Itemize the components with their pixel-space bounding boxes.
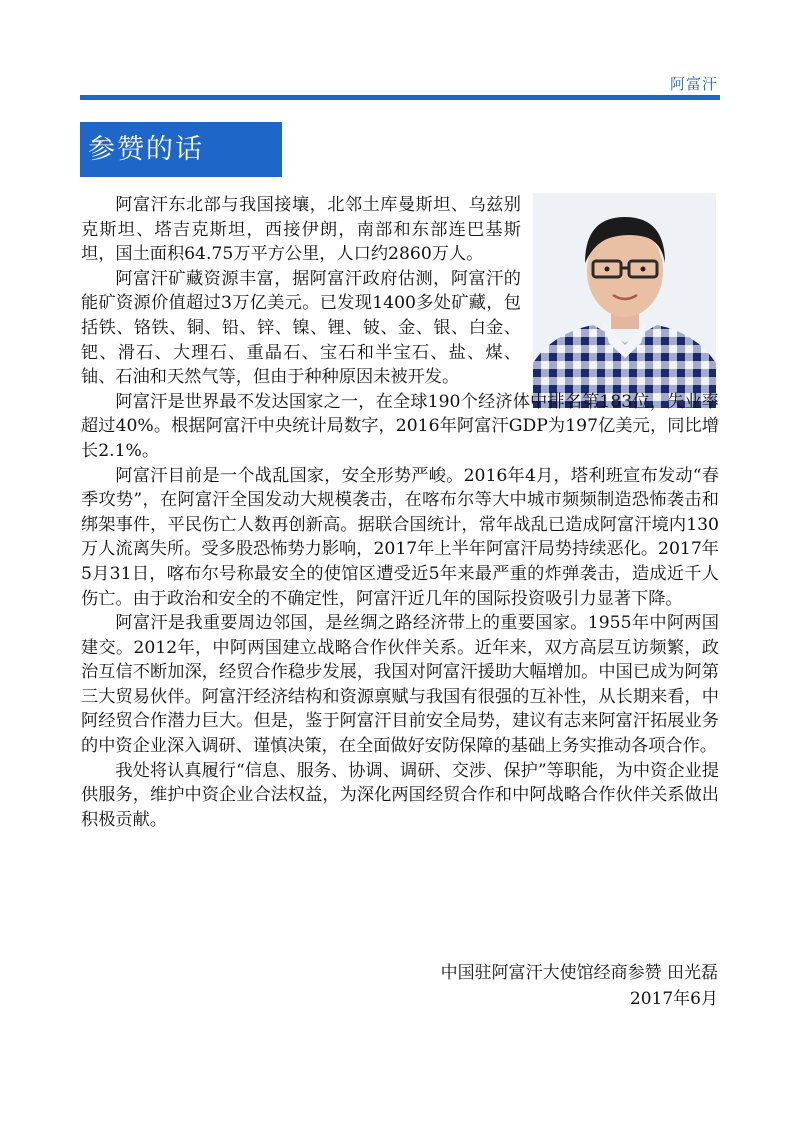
signature-author: 中国驻阿富汗大使馆经商参赞 田光磊 <box>440 963 718 983</box>
paragraph-4: 阿富汗目前是一个战乱国家，安全形势严峻。2016年4月，塔利班宣布发动“春季攻势”，在阿富汗全国发动大规模袭击，在喀布尔等大中城市频频制造恐怖袭击和绑架事件，平民伤亡人数再创新高。据联合国统计，常年战乱已造成阿富汗境内130万人流离失所。受多股恐怖势力影响，2017年上半年阿富汗局势持续恶化。2017年5月31日，喀布尔号称最安全的使馆区遭受近5年来最严重的炸弹袭击，造成近千人伤亡。由于政治和安全的不确定性，阿富汗近几年的国际投资吸引力显著下降。 <box>81 465 719 609</box>
header-rule <box>80 95 720 100</box>
paragraph-5: 阿富汗是我重要周边邻国，是丝绸之路经济带上的重要国家。1955年中阿两国建交。2012年，中阿两国建立战略合作伙伴关系。近年来，双方高层互访频繁，政治互信不断加深，经贸合作稳步发展，我国对阿富汗援助大幅增加。中国已成为阿第三大贸易伙伴。阿富汗经济结构和资源禀赋与我国有很强的互补性，从长期来看，中阿经贸合作潜力巨大。但是，鉴于阿富汗目前安全局势，建议有志来阿富汗拓展业务的中资企业深入调研、谨慎决策，在全面做好安防保障的基础上务实推动各项合作。 <box>81 613 719 757</box>
section-title: 参赞的话 <box>80 122 282 177</box>
paragraph-1: 阿富汗东北部与我国接壤，北邻土库曼斯坦、乌兹别克斯坦、塔吉克斯坦，西接伊朗，南部和东部连巴基斯坦，国土面积64.75万平方公里，人口约2860万人。 <box>81 195 521 265</box>
running-header: 阿富汗 <box>669 75 718 93</box>
paragraph-6: 我处将认真履行“信息、服务、协调、调研、交涉、保护”等职能，为中资企业提供服务，维护中资企业合法权益，为深化两国经贸合作和中阿战略合作伙伴关系做出积极贡献。 <box>81 760 719 830</box>
article-body <box>81 193 719 832</box>
paragraph-2: 阿富汗矿藏资源丰富，据阿富汗政府估测，阿富汗的能矿资源价值超过3万亿美元。已发现1400多处矿藏，包括铁、铬铁、铜、铅、锌、镍、锂、铍、金、银、白金、钯、滑石、大理石、重晶石、宝石和半宝石、盐、煤、铀、石油和天然气等，但由于种种原因未被开发。 <box>81 268 521 388</box>
signature-date: 2017年6月 <box>629 989 718 1009</box>
paragraph-3: 阿富汗是世界最不发达国家之一，在全球190个经济体中排名第183位，失业率超过40%。根据阿富汗中央统计局数字，2016年阿富汗GDP为197亿美元，同比增长2.1%。 <box>81 391 719 461</box>
signature-block <box>441 960 718 1012</box>
